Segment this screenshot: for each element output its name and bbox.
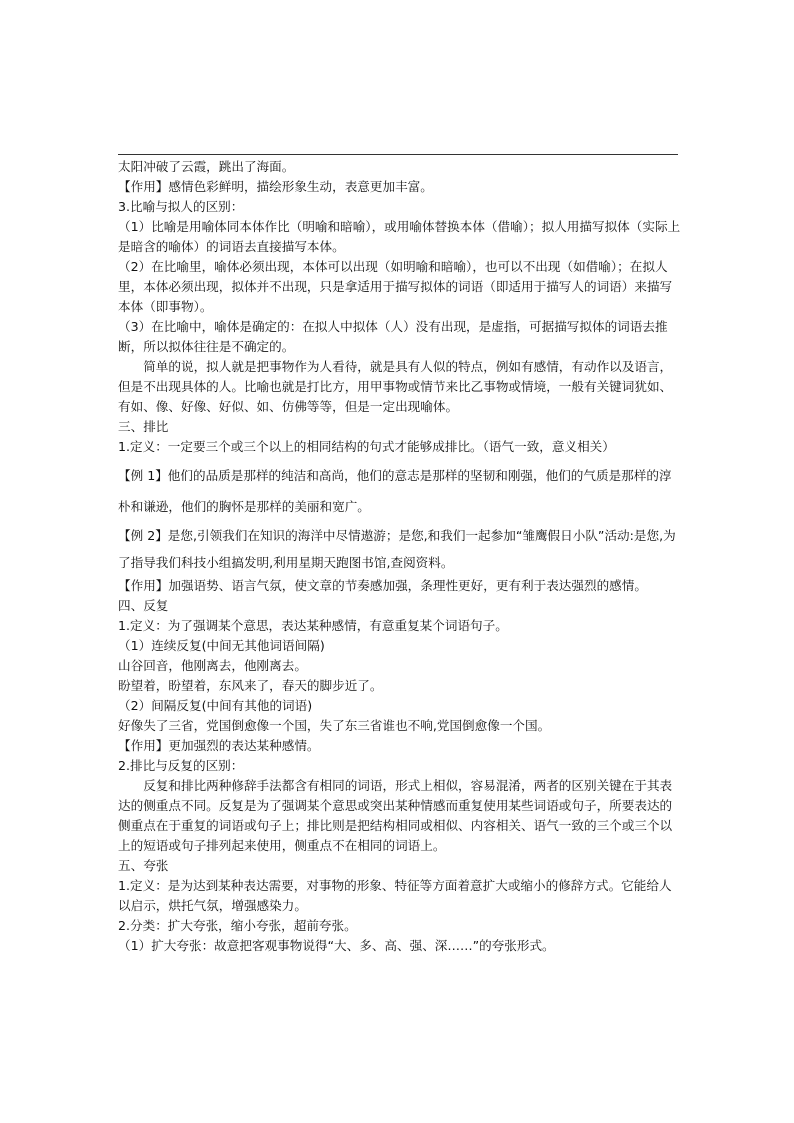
paragraph-repetition-definition: 1.定义：为了强调某个意思，表达某种感情，有意重复某个词语句子。 — [118, 618, 508, 633]
section-heading-parallelism: 三、排比 — [118, 419, 169, 434]
paragraph-summary: 简单的说，拟人就是把事物作为人看待，就是具有人似的特点，例如有感情，有动作以及语言，但是不出现具体的人。比喻也就是打比方，用甲事物或情节来比乙事物或情境，一般有关键词犹如、有如、像、好像、好似、如、仿佛等等，但是一定出现喻体。 — [118, 359, 673, 414]
paragraph-hyperbole-definition: 1.定义：是为达到某种表达需要，对事物的形象、特征等方面着意扩大或缩小的修辞方式。它能给人以启示，烘托气氛，增强感染力。 — [118, 878, 672, 913]
heading-metaphor-vs-personification: 3.比喻与拟人的区别： — [118, 199, 244, 214]
paragraph-parallelism-example-2: 【例 2】是您,引领我们在知识的海洋中尽情遨游；是您,和我们一起参加“雏鹰假日小队”活动:是您,为了指导我们科技小组搞发明,利用星期天跑图书馆,查阅资料。 — [118, 528, 676, 570]
paragraph-parallelism-example-1: 【例 1】他们的品质是那样的纯洁和高尚，他们的意志是那样的坚韧和刚强，他们的气质是那样的淳朴和谦逊，他们的胸怀是那样的美丽和宽广。 — [118, 468, 672, 514]
heading-parallelism-vs-repetition: 2.排比与反复的区别： — [118, 758, 244, 773]
paragraph-difference-3: （3）在比喻中，喻体是确定的：在拟人中拟体（人）没有出现，是虚指，可据描写拟体的词语去推断，所以拟体往往是不确定的。 — [118, 319, 668, 354]
paragraph-example-sentence: 太阳冲破了云霞，跳出了海面。 — [118, 159, 295, 174]
paragraph-hyperbole-categories: 2.分类：扩大夸张，缩小夸张，超前夸张。 — [118, 918, 357, 933]
paragraph-repetition-example-2: 盼望着，盼望着，东风来了，春天的脚步近了。 — [118, 678, 383, 693]
section-heading-repetition: 四、反复 — [118, 598, 169, 613]
paragraph-parallelism-effect: 【作用】加强语势、语言气氛，使文章的节奏感加强，条理性更好，更有利于表达强烈的感情。 — [118, 578, 647, 593]
paragraph-repetition-example-3: 好像失了三省，党国倒愈像一个国，失了东三省谁也不响,党国倒愈像一个国。 — [118, 718, 551, 733]
paragraph-difference-2: （2）在比喻里，喻体必须出现，本体可以出现（如明喻和暗喻），也可以不出现（如借喻）；在拟人里，本体必须出现，拟体并不出现，只是拿适用于描写拟体的词语（即适用于描写人的词语）来描写本体（即事物）。 — [118, 259, 673, 314]
paragraph-enlarging-hyperbole: （1）扩大夸张：故意把客观事物说得“大、多、高、强、深……”的夸张形式。 — [118, 938, 555, 953]
paragraph-effect-metaphor: 【作用】感情色彩鲜明，描绘形象生动，表意更加丰富。 — [118, 179, 433, 194]
paragraph-repetition-effect: 【作用】更加强烈的表达某种感情。 — [118, 738, 320, 753]
paragraph-interval-repetition: （2）间隔反复(中间有其他的词语) — [118, 698, 313, 713]
paragraph-continuous-repetition: （1）连续反复(中间无其他词语间隔) — [118, 638, 325, 653]
section-heading-hyperbole: 五、夸张 — [118, 858, 169, 873]
paragraph-difference-1: （1）比喻是用喻体同本体作比（明喻和暗喻），或用喻体替换本体（借喻）；拟人用描写拟体（实际上是暗含的喻体）的词语去直接描写本体。 — [118, 219, 681, 254]
header-rule — [118, 154, 678, 155]
paragraph-repetition-example-1: 山谷回音，他刚离去，他刚离去。 — [118, 658, 307, 673]
paragraph-parallelism-vs-repetition: 反复和排比两种修辞手法都含有相同的词语，形式上相似，容易混淆，两者的区别关键在于其表达的侧重点不同。反复是为了强调某个意思或突出某种情感而重复使用某些词语或句子，所要表达的侧重点在于重复的词语或句子上；排比则是把结构相同或相似、内容相关、语气一致的三个或三个以上的短语或句子排列起来使用，侧重点不在相同的词语上。 — [118, 778, 673, 853]
paragraph-parallelism-definition: 1.定义：一定要三个或三个以上的相同结构的句式才能够成排比。（语气一致，意义相关） — [118, 439, 615, 454]
document-body — [118, 157, 684, 956]
